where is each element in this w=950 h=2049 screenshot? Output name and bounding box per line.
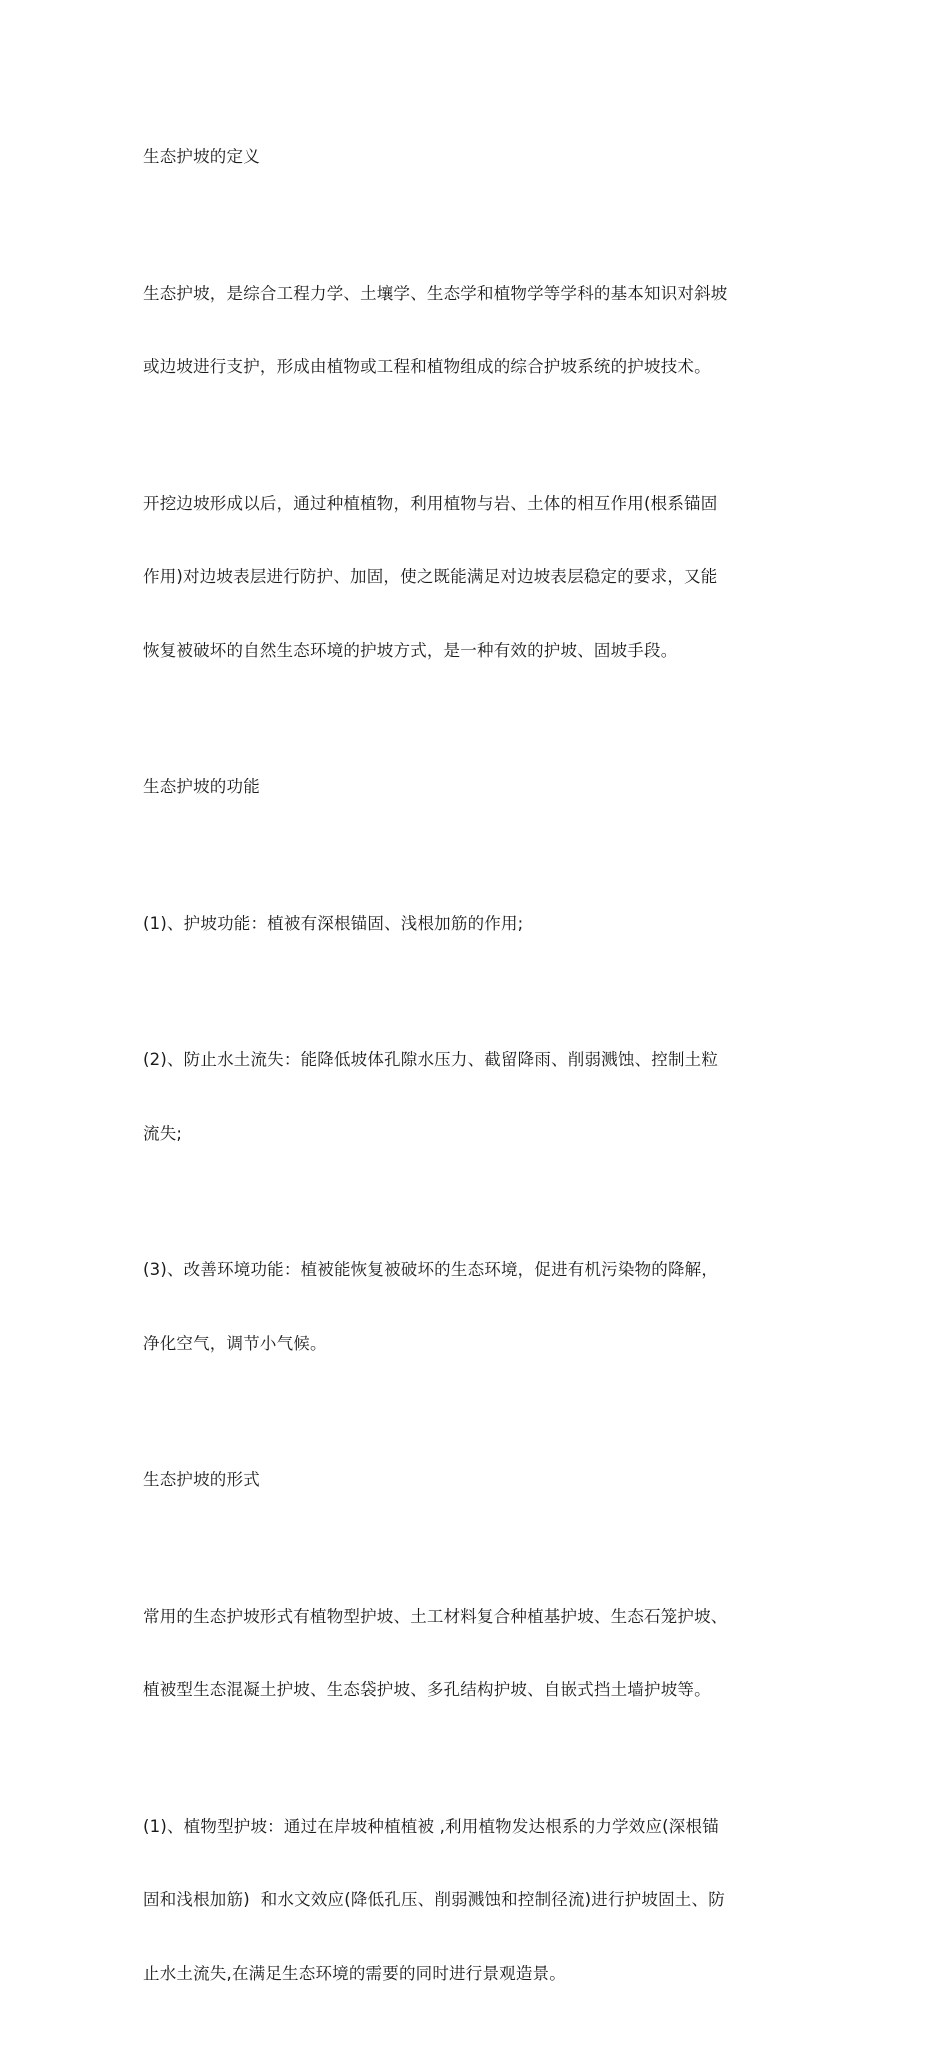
para-definition-1 xyxy=(143,233,811,429)
text-line: 生态护坡的功能 xyxy=(143,777,260,796)
para-definition-2 xyxy=(143,443,811,713)
text-line: (2)、防止水土流失：能降低坡体孔隙水压力、截留降雨、削弱溅蚀、控制土粒 xyxy=(143,1050,719,1069)
text-line: 生态护坡的形式 xyxy=(143,1470,260,1489)
function-item-2 xyxy=(143,999,811,1195)
text-line: 开挖边坡形成以后，通过种植植物，利用植物与岩、土体的相互作用(根系锚固 xyxy=(143,493,718,513)
text-line: 或边坡进行支护，形成由植物或工程和植物组成的综合护坡系统的护坡技术。 xyxy=(143,357,711,376)
text-line: 流失; xyxy=(143,1123,183,1143)
text-line: (3)、改善环境功能：植被能恢复被破坏的生态环境，促进有机污染物的降解， xyxy=(143,1260,719,1279)
text-line: (1)、护坡功能：植被有深根锚固、浅根加筋的作用; xyxy=(143,913,524,933)
para-forms xyxy=(143,1556,811,1752)
text-line: 恢复被破坏的自然生态环境的护坡方式，是一种有效的护坡、固坡手段。 xyxy=(143,640,678,660)
text-line: 止水土流失,在满足生态环境的需要的同时进行景观造景。 xyxy=(143,1963,566,1983)
heading-definition xyxy=(143,96,811,219)
text-line: 生态护坡，是综合工程力学、土壤学、生态学和植物学等学科的基本知识对斜坡 xyxy=(143,283,728,303)
heading-function xyxy=(143,726,811,849)
heading-forms xyxy=(143,1419,811,1542)
text-line: (1)、植物型护坡：通过在岸坡种植植被 ,利用植物发达根系的力学效应(深根锚 xyxy=(143,1816,719,1836)
text-line: 作用)对边坡表层进行防护、加固，使之既能满足对边坡表层稳定的要求，又能 xyxy=(143,567,718,586)
text-line: 生态护坡的定义 xyxy=(143,147,260,166)
form-item-1 xyxy=(143,1766,811,2036)
text-line: 固和浅根加筋) 和水文效应(降低孔压、削弱溅蚀和控制径流)进行护坡固土、防 xyxy=(143,1890,725,1909)
text-line: 净化空气，调节小气候。 xyxy=(143,1333,327,1353)
function-item-1 xyxy=(143,863,811,986)
document-page xyxy=(143,96,811,2049)
text-line: 植被型生态混凝土护坡、生态袋护坡、多孔结构护坡、自嵌式挡土墙护坡等。 xyxy=(143,1680,711,1699)
function-item-3 xyxy=(143,1209,811,1405)
text-line: 常用的生态护坡形式有植物型护坡、土工材料复合种植基护坡、生态石笼护坡、 xyxy=(143,1606,728,1626)
